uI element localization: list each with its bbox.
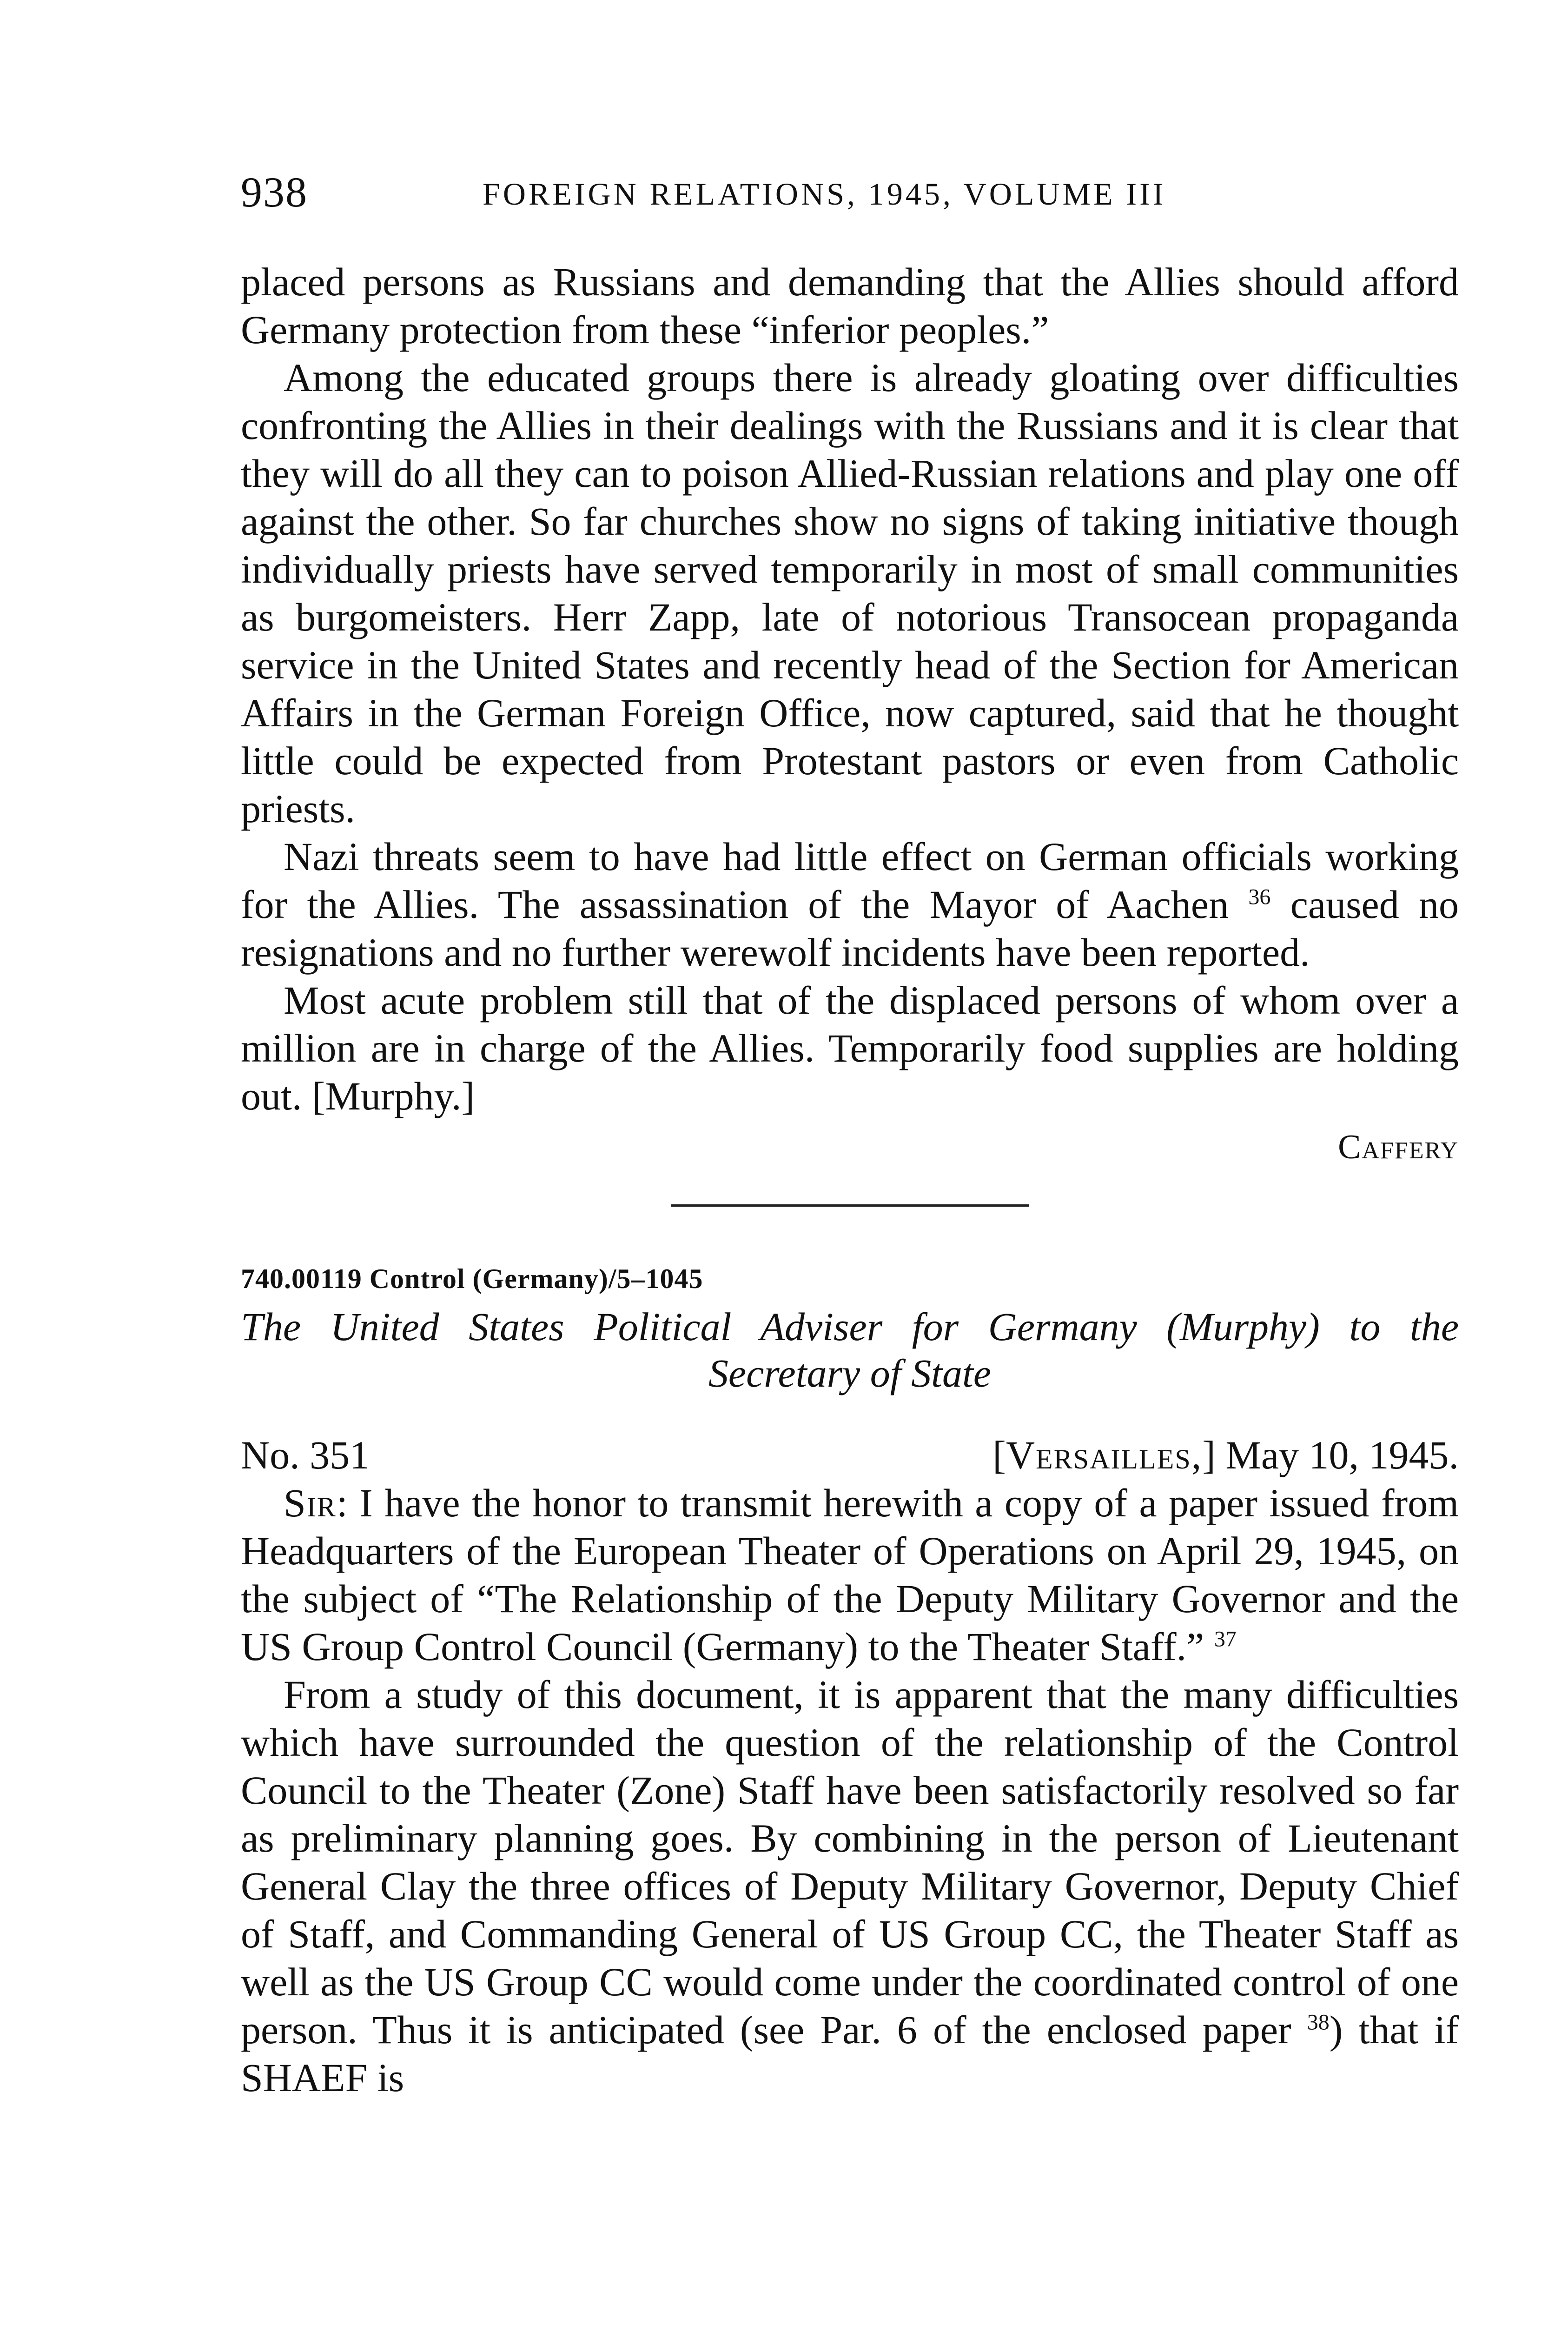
document-number: No. 351 [241,1433,370,1477]
paragraph-text: Nazi threats seem to have had little effect on German officials working for the Allies. The assassination of the Mayor of Aachen [241,834,1459,927]
paragraph: Most acute problem still that of the displaced persons of whom over a million are in charge of the Allies. Temporarily food supplies are holding out. [Murphy.] [241,978,1459,1118]
page-number: 938 [241,168,308,216]
footnote-ref-36[interactable]: 36 [1248,884,1271,910]
section-divider [671,1204,1029,1207]
paragraph: Among the educated groups there is already gloating over difficulties confronting the Allies in their dealings with the Russians and it is clear that they will do all they can to poison Allied-Russian relations and play one off against the other. So far churches show no signs of taking initiative though individually priests have served temporarily in most of small communities as burgomeisters. Herr Zapp, late of notorious Transocean propaganda service in the United States and recently head of the Section for American Affairs in the German Foreign Office, now captured, said that he thought little could be expected from Protestant pastors or even from Catholic priests. [241,355,1459,831]
paragraph: placed persons as Russians and demanding that the Allies should afford Germany protection from these “inferior peoples.” [241,259,1459,352]
running-head [241,167,1459,219]
main-text [241,258,1459,2102]
signature: Caffery [1338,1128,1459,1166]
footnote-ref-38[interactable]: 38 [1307,2010,1330,2035]
place: Versailles, [1006,1433,1203,1477]
paragraph-text: ) that if SHAEF is [241,2007,1459,2100]
running-title: FOREIGN RELATIONS, 1945, VOLUME III [483,176,1166,212]
paragraph [241,1671,1459,2102]
footnote-ref-37[interactable]: 37 [1214,1627,1237,1652]
paragraph [241,1479,1459,1671]
date: May 10, 1945. [1225,1433,1459,1477]
dateline [241,1431,1459,1479]
paragraph-text: : I have the honor to transmit herewith a copy of a paper issued from Headquarters of the European Theater of Operations on April 29, 1945, on the subject of “The Relationship of the Deputy Military Governor and the US Group Control Council (Germany) to the Theater Staff.” [241,1481,1459,1669]
document-title-line: The United States Political Adviser for Germany (Murphy) to the [241,1304,1459,1349]
document-title-line: Secretary of State [708,1351,992,1395]
paragraph-text: From a study of this document, it is apparent that the many difficulties which have surrounded the question of the relationship of the Control Council to the Theater (Zone) Staff have been satisfactorily resolved so far as preliminary planning goes. By combining in the person of Lieutenant General Clay the three offices of Deputy Military Governor, Deputy Chief of Staff, and Commanding General of US Group CC, the Theater Staff as well as the US Group CC would come under the coordinated control of one person. Thus it is anticipated (see Par. 6 of the enclosed paper [241,1672,1459,2052]
paragraph [241,833,1459,976]
document-title [241,1303,1459,1396]
file-number: 740.00119 Control (Germany)/5–1045 [241,1263,703,1294]
paragraph-text: caused no resignations and no further werewolf incidents have been reported. [241,882,1459,975]
salutation: Sir [284,1481,337,1525]
place-date: [Versailles,] May 10, 1945. [992,1433,1459,1477]
